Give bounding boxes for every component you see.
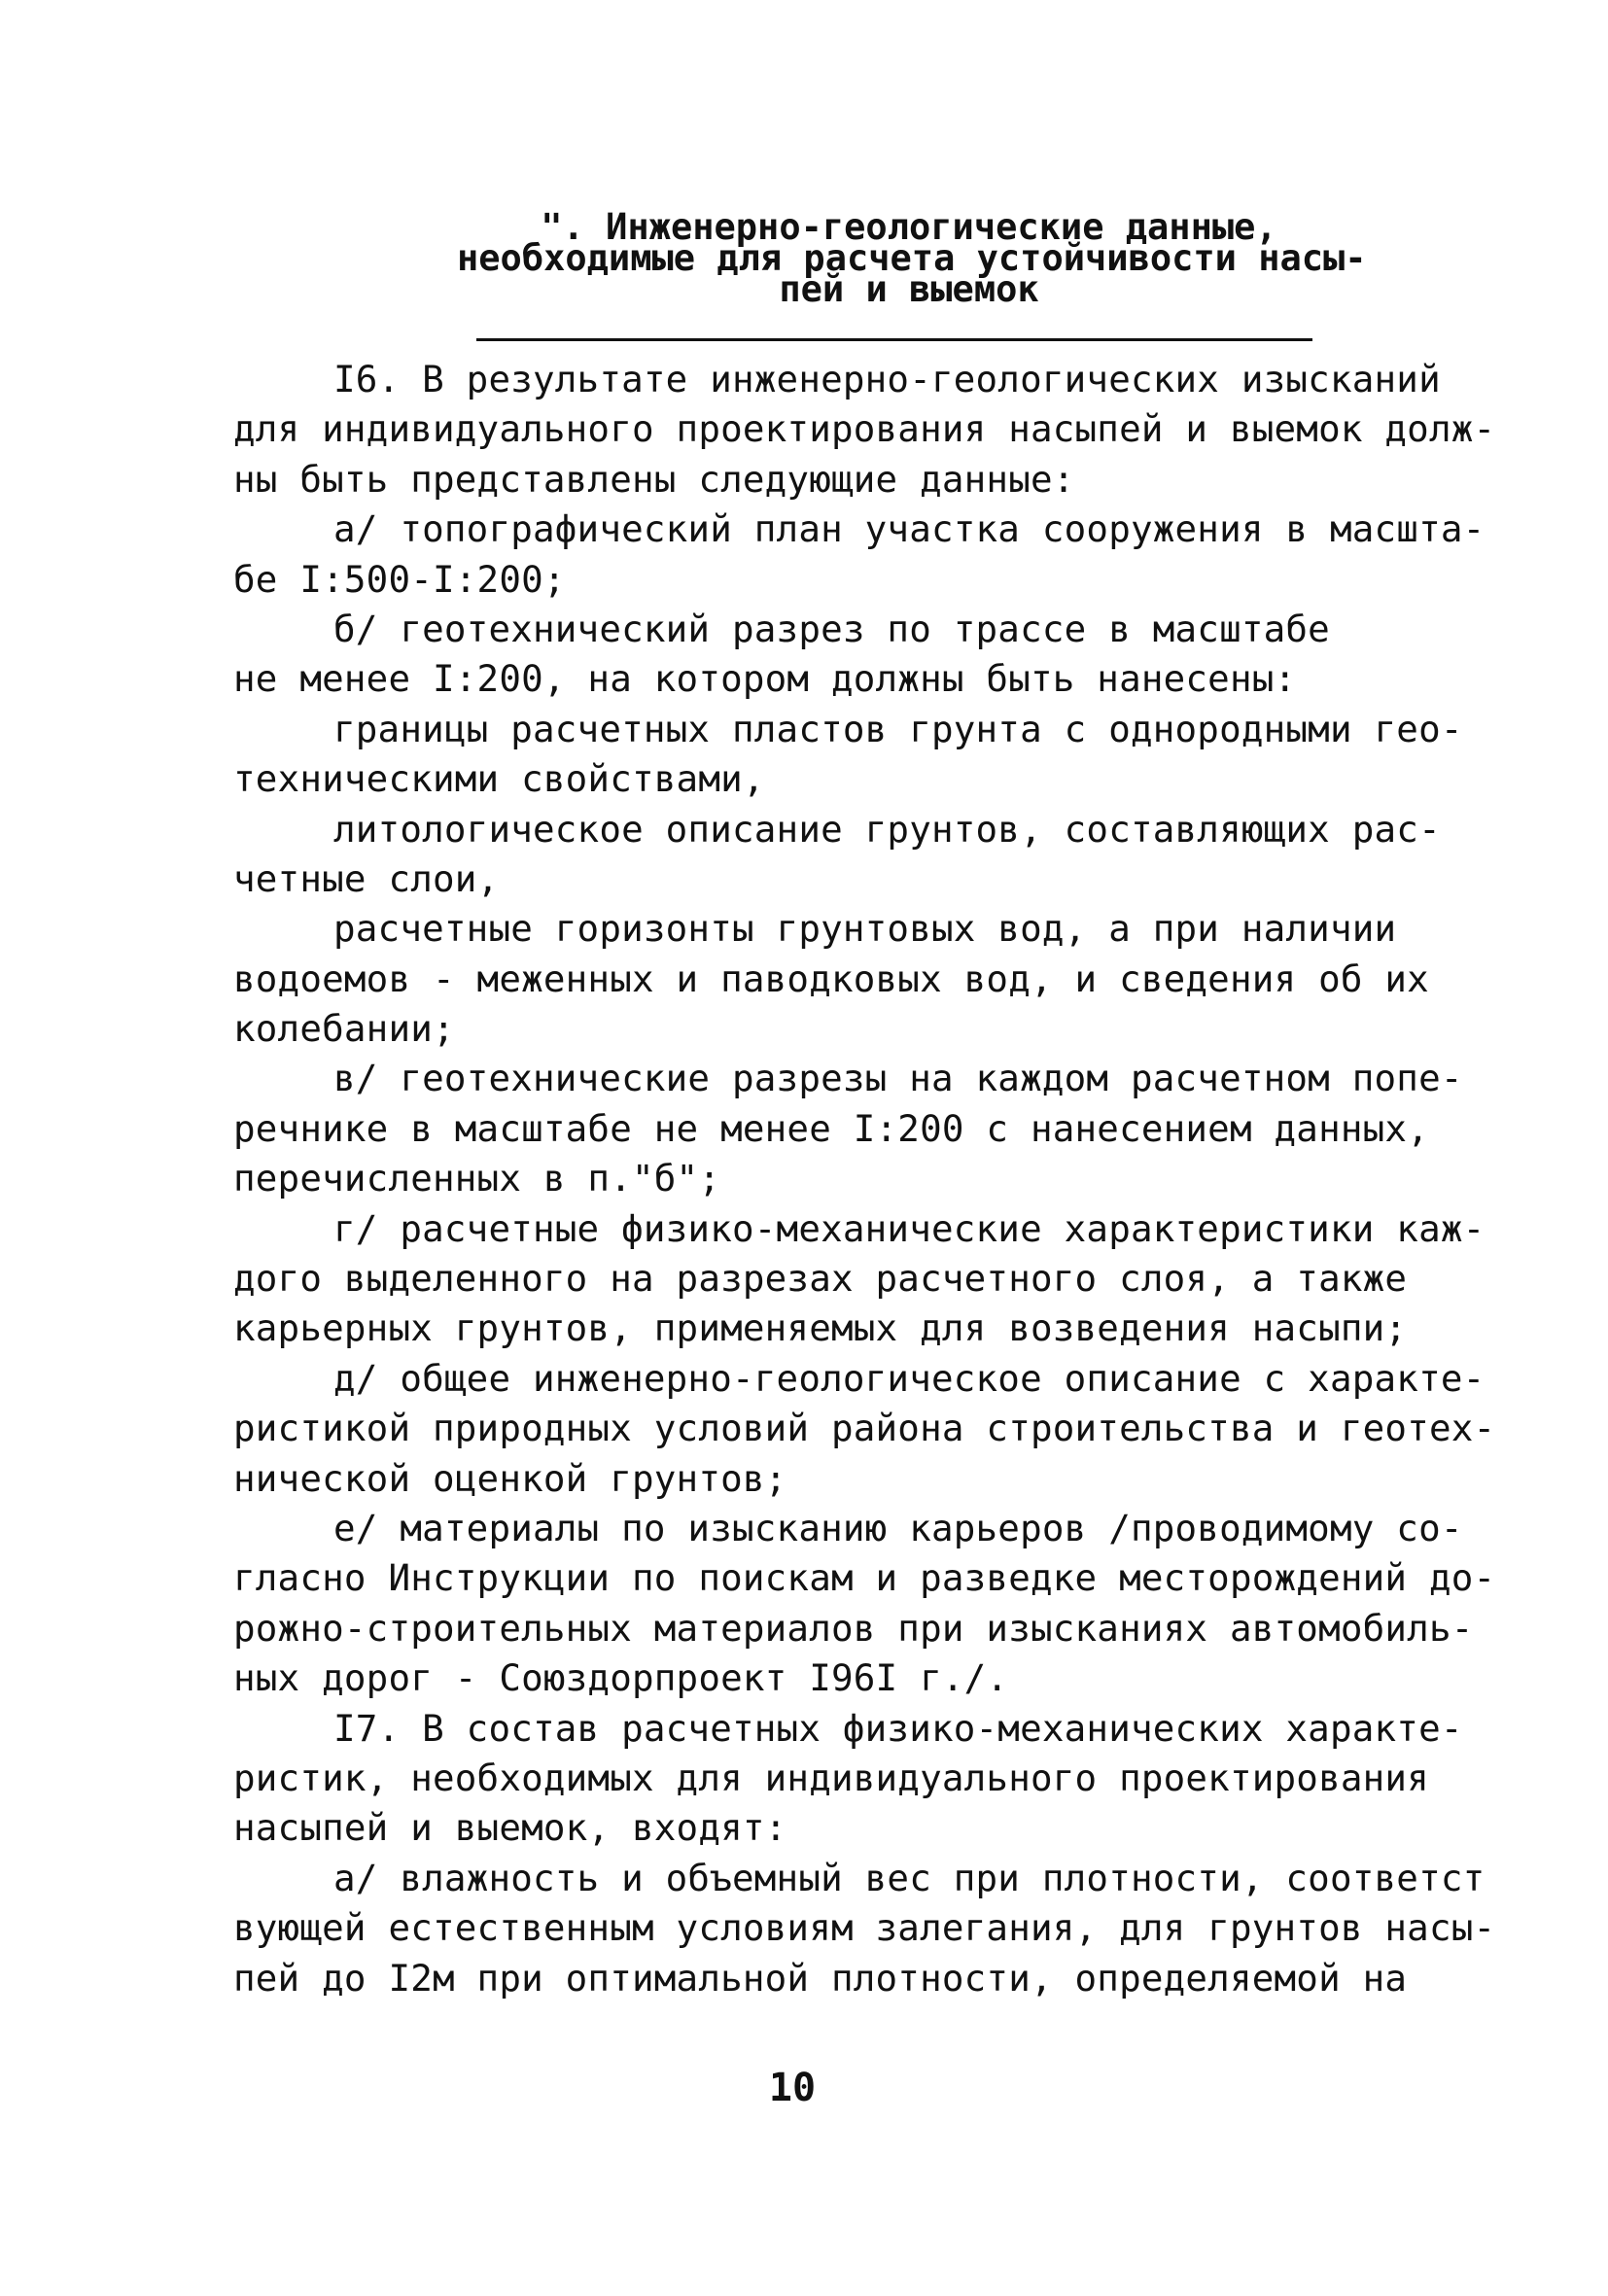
text-line: для индивидуального проектирования насыпей и выемок долж- xyxy=(233,407,1496,451)
item-e-start: е/ материалы по изысканию карьеров /проводимому со- xyxy=(333,1506,1463,1549)
text-line: ристикой природных условий района строительства и геотех- xyxy=(233,1407,1496,1450)
text-line: карьерных грунтов, применяемых для возведения насыпи; xyxy=(233,1306,1408,1350)
text-line: водоемов - меженных и паводковых вод, и сведения об их xyxy=(233,957,1429,1000)
text-line: ны быть представлены следующие данные: xyxy=(233,457,1075,501)
subitem-start: литологическое описание грунтов, составляющих рас- xyxy=(333,807,1441,851)
item-b-start: б/ геотехнический разрез по трассе в масштабе xyxy=(333,607,1330,650)
text-line: насыпей и выемок, входят: xyxy=(233,1806,787,1850)
text-line: бе I:500-I:200; xyxy=(233,557,566,601)
page-number: 10 xyxy=(768,2066,817,2110)
item-g-start: г/ расчетные физико-механические характеристики каж- xyxy=(333,1206,1486,1250)
heading-line-2: необходимые для расчета устойчивости насы- xyxy=(457,237,1367,279)
text-line: четные слои, xyxy=(233,856,500,900)
paragraph-17-start: I7. В состав расчетных физико-механических характе- xyxy=(333,1706,1463,1750)
text-line: колебании; xyxy=(233,1007,455,1051)
subitem-start: границы расчетных пластов грунта с однородными гео- xyxy=(333,707,1463,750)
heading-line-3: пей и выемок xyxy=(779,268,1039,310)
item-a-start: а/ топографический план участка сооружения в масшта- xyxy=(333,507,1486,551)
section-heading xyxy=(457,206,1367,310)
text-line: дого выделенного на разрезах расчетного слоя, а также xyxy=(233,1257,1408,1301)
text-line: пей до I2м при оптимальной плотности, определяемой на xyxy=(233,1956,1408,2000)
text-line: гласно Инструкции по поискам и разведке месторождений до- xyxy=(233,1556,1496,1600)
text-line: перечисленных в п."б"; xyxy=(233,1157,721,1200)
text-line: вующей естественным условиям залегания, для грунтов насы- xyxy=(233,1906,1496,1950)
text-line: ристик, необходимых для индивидуального проектирования xyxy=(233,1756,1429,1799)
body-text xyxy=(233,355,1496,2003)
text-line: не менее I:200, на котором должны быть нанесены: xyxy=(233,657,1297,701)
paragraph-16-start: I6. В результате инженерно-геологических изысканий xyxy=(333,358,1441,400)
text-line: нической оценкой грунтов; xyxy=(233,1456,787,1500)
text-line: ных дорог - Союздорпроект I96I г./. xyxy=(233,1656,1009,1700)
heading-underline xyxy=(476,338,1312,341)
subitem-start: расчетные горизонты грунтовых вод, а при наличии xyxy=(333,907,1397,951)
text-line: речнике в масштабе не менее I:200 с нанесением данных, xyxy=(233,1106,1429,1150)
item-v-start: в/ геотехнические разрезы на каждом расчетном попе- xyxy=(333,1057,1463,1100)
text-line: рожно-строительных материалов при изысканиях автомобиль- xyxy=(233,1606,1474,1650)
item-a-start: а/ влажность и объемный вес при плотности, соответст xyxy=(333,1856,1486,1899)
heading-line-1: ". Инженерно-геологические данные, xyxy=(541,206,1277,248)
item-d-start: д/ общее инженерно-геологическое описание с характе- xyxy=(333,1356,1486,1400)
text-line: техническими свойствами, xyxy=(233,757,765,801)
